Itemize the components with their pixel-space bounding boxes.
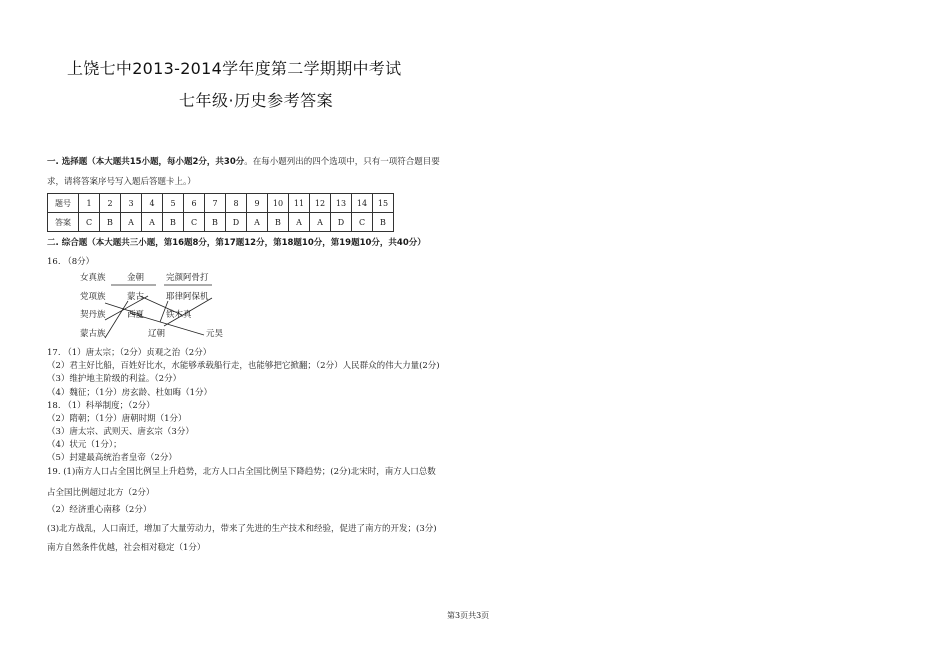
- q18-line-5: （5）封建最高统治者皇帝（2分）: [47, 453, 177, 463]
- q16-mid-4: 辽朝: [148, 329, 166, 339]
- section1-heading: 一. 选择题（本大题共15小题，每小题2分，共30分: [47, 157, 245, 167]
- table-cell: 4: [142, 194, 163, 213]
- q16-left-3: 契丹族: [80, 310, 106, 320]
- table-cell: 1: [79, 194, 100, 213]
- table-cell: 6: [184, 194, 205, 213]
- q16-left-1: 女真族: [80, 273, 106, 283]
- q18-line-4: （4）状元（1分）；: [47, 440, 122, 450]
- table-cell: 13: [331, 194, 352, 213]
- document-subtitle: 七年级·历史参考答案: [179, 91, 334, 110]
- table-cell: 14: [352, 194, 373, 213]
- match-line: [140, 296, 182, 315]
- q19-line-1: 19. (1)南方人口占全国比例呈上升趋势，北方人口占全国比例呈下降趋势；(2分)北宋时，南方人口总数: [47, 467, 436, 477]
- match-line: [105, 303, 142, 315]
- table-cell: 5: [163, 194, 184, 213]
- q16-right-2: 耶律阿保机: [166, 292, 209, 302]
- table-cell: C: [352, 213, 373, 232]
- table-cell: B: [163, 213, 184, 232]
- table-cell: B: [268, 213, 289, 232]
- table-cell: 8: [226, 194, 247, 213]
- q19-line-2: 占全国比例超过北方（2分）: [47, 488, 155, 498]
- section1-instruction-a: 。在每小题列出的四个选项中，只有一项符合题目要: [244, 157, 440, 167]
- match-line: [164, 298, 212, 326]
- match-line: [160, 301, 168, 322]
- table-cell: 3: [121, 194, 142, 213]
- table-cell: 15: [373, 194, 394, 213]
- table-header-number: 题号: [48, 194, 79, 213]
- table-cell: B: [100, 213, 121, 232]
- table-cell: B: [373, 213, 394, 232]
- q17-line-3: （3）维护地主阶级的利益。（2分）: [47, 374, 182, 384]
- table-cell: A: [121, 213, 142, 232]
- q16-left-4: 蒙古族: [80, 329, 106, 339]
- q18-line-2: （2）隋朝；（1分）唐朝时期（1分）: [47, 414, 187, 424]
- table-cell: 2: [100, 194, 121, 213]
- q19-line-5: 南方自然条件优越，社会相对稳定（1分）: [47, 543, 206, 553]
- table-cell: 9: [247, 194, 268, 213]
- document-title: 上饶七中2013-2014学年度第二学期期中考试: [67, 59, 402, 78]
- q19-line-3: （2）经济重心南移（2分）: [47, 505, 152, 515]
- q17-line-1: 17. （1）唐太宗；（2分）贞观之治（2分）: [47, 348, 212, 358]
- table-cell: A: [142, 213, 163, 232]
- section2-heading: 二. 综合题（本大题共三小题，第16题8分，第17题12分，第18题10分，第19题10分，共40分）: [47, 238, 426, 248]
- q18-line-3: （3）唐太宗、武则天、唐玄宗（3分）: [47, 427, 194, 437]
- table-cell: 12: [310, 194, 331, 213]
- table-cell: 10: [268, 194, 289, 213]
- table-cell: A: [289, 213, 310, 232]
- table-cell: B: [205, 213, 226, 232]
- table-cell: A: [247, 213, 268, 232]
- table-cell: C: [79, 213, 100, 232]
- table-cell: D: [226, 213, 247, 232]
- q16-mid-3: 西夏: [127, 310, 145, 320]
- q17-line-2: （2）君主好比船，百姓好比水，水能够承载船行走，也能够把它掀翻；（2分）人民群众的伟大力量(2分): [47, 361, 440, 371]
- table-cell: 7: [205, 194, 226, 213]
- table-cell: C: [184, 213, 205, 232]
- q16-label: 16. （8分）: [47, 257, 95, 267]
- table-cell: A: [310, 213, 331, 232]
- q16-mid-2: 蒙古: [127, 292, 145, 302]
- table-header-answer: 答案: [48, 213, 79, 232]
- q16-mid-1: 金朝: [127, 273, 145, 283]
- q16-right-1: 完颜阿骨打: [166, 273, 209, 283]
- q16-left-2: 党项族: [80, 292, 106, 302]
- q16-right-4: 元昊: [206, 329, 224, 339]
- q18-line-1: 18. （1）科举制度；（2分）: [47, 401, 155, 411]
- q19-line-4: (3)北方战乱，人口南迁，增加了大量劳动力，带来了先进的生产技术和经验，促进了南方的开发；(3分): [47, 524, 437, 534]
- q16-right-3: 铁木真: [166, 310, 192, 320]
- table-cell: 11: [289, 194, 310, 213]
- page-number: 第3页共3页: [447, 611, 490, 620]
- section1-instruction-b: 求，请将答案序号写入题后答题卡上。）: [47, 177, 196, 187]
- q17-line-4: （4）魏征；（1分）房玄龄、杜如晦（1分）: [47, 388, 212, 398]
- table-cell: D: [331, 213, 352, 232]
